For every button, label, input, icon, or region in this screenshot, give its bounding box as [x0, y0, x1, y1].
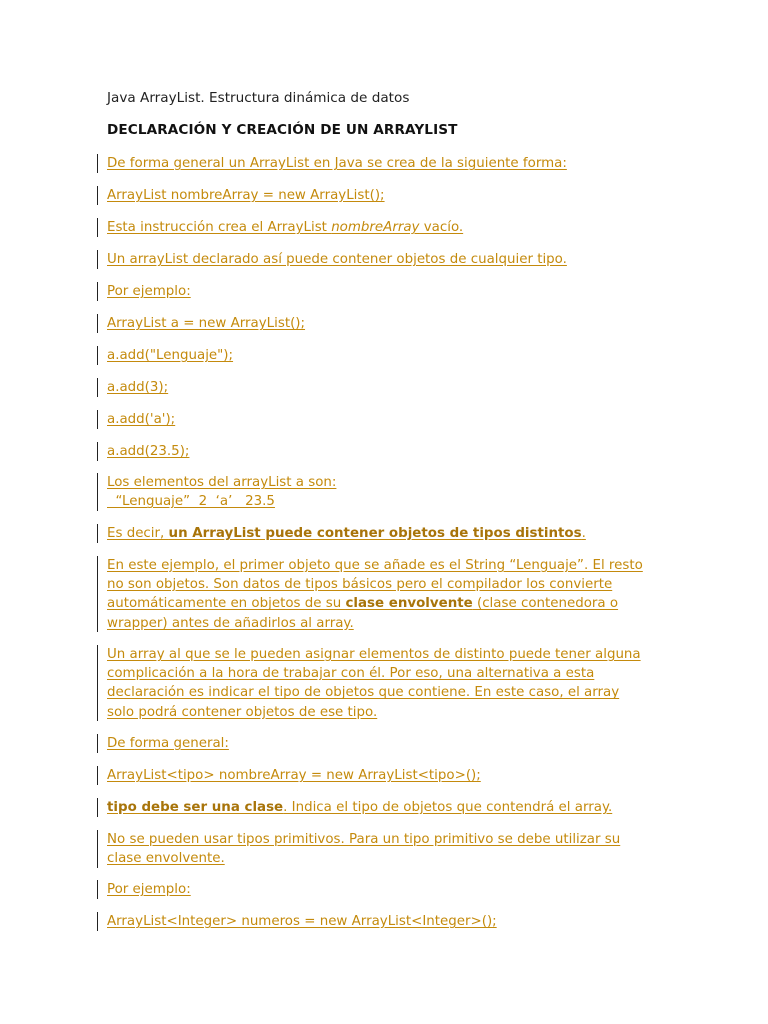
- paragraph-text: automáticamente en objetos de su: [107, 596, 346, 612]
- change-bar: [97, 766, 98, 785]
- paragraph-text: No se pueden usar tipos primitivos. Para un tipo primitivo se debe utilizar su: [107, 832, 621, 847]
- paragraph-1: [107, 154, 667, 173]
- change-bar: [97, 410, 98, 429]
- paragraph-text: En este ejemplo, el primer objeto que se añade es el String “Lenguaje”. El resto: [107, 558, 643, 573]
- paragraph-9: [107, 410, 667, 429]
- paragraph-7: [107, 346, 667, 365]
- code-text: a.add("Lenguaje");: [107, 348, 234, 363]
- paragraph-4: [107, 250, 667, 269]
- code-text: a.add('a');: [107, 412, 176, 427]
- paragraph-8: [107, 378, 667, 397]
- change-bar: [97, 556, 98, 632]
- paragraph-text: declaración es indicar el tipo de objetos que contiene. En este caso, el array: [107, 685, 620, 701]
- change-bar: [97, 378, 98, 397]
- paragraph-16: [107, 766, 667, 785]
- change-bar: [97, 798, 98, 817]
- paragraph-13: [107, 556, 667, 633]
- code-text: ArrayList<tipo> nombreArray = new ArrayList<tipo>();: [107, 768, 481, 783]
- code-text: ArrayList nombreArray = new ArrayList();: [107, 188, 385, 203]
- paragraph-text: Un array al que se le pueden asignar elementos de distinto puede tener alguna: [107, 647, 641, 662]
- change-bar: [97, 524, 98, 543]
- change-bar: [97, 218, 98, 237]
- paragraph-text: vacío.: [419, 220, 464, 235]
- change-bar: [97, 154, 98, 173]
- paragraph-11: [107, 473, 667, 511]
- paragraph-text: Un arrayList declarado así puede contener objetos de cualquier tipo.: [107, 252, 567, 267]
- paragraph-text: “Lenguaje” 2 ‘a’ 23.5: [107, 494, 275, 510]
- italic-text: nombreArray: [331, 220, 420, 235]
- paragraph-text: Por ejemplo:: [107, 284, 191, 299]
- paragraph-text: no son objetos. Son datos de tipos básicos pero el compilador los convierte: [107, 577, 613, 593]
- code-text: ArrayList a = new ArrayList();: [107, 316, 306, 331]
- paragraph-3: [107, 218, 667, 237]
- bold-text: un ArrayList puede contener objetos de tipos distintos: [168, 526, 582, 541]
- paragraph-20: [107, 912, 667, 931]
- bold-text: clase envolvente: [345, 596, 473, 612]
- change-bar: [97, 473, 98, 511]
- change-bar: [97, 830, 98, 868]
- change-bar: [97, 250, 98, 269]
- paragraph-14: [107, 645, 667, 722]
- paragraph-text: De forma general:: [107, 736, 229, 751]
- paragraph-text: (clase contenedora o: [472, 596, 619, 612]
- paragraph-text: complicación a la hora de trabajar con él. Por eso, una alternativa a esta: [107, 666, 595, 682]
- paragraph-18: [107, 830, 667, 868]
- change-bar: [97, 346, 98, 365]
- paragraph-15: [107, 734, 667, 753]
- change-bar: [97, 645, 98, 721]
- paragraph-text: clase envolvente.: [107, 851, 225, 867]
- change-bar: [97, 186, 98, 205]
- code-text: ArrayList<Integer> numeros = new ArrayList<Integer>();: [107, 914, 497, 929]
- change-bar: [97, 734, 98, 753]
- paragraph-10: [107, 442, 667, 461]
- bold-text: tipo debe ser una clase: [107, 800, 284, 815]
- paragraph-5: [107, 282, 667, 301]
- paragraph-text: Por ejemplo:: [107, 882, 191, 897]
- code-text: a.add(23.5);: [107, 444, 190, 459]
- paragraph-text: Es decir,: [107, 526, 169, 541]
- document-title: Java ArrayList. Estructura dinámica de datos: [107, 90, 410, 106]
- paragraph-text: solo podrá contener objetos de ese tipo.: [107, 704, 378, 720]
- paragraph-text: Esta instrucción crea el ArrayList: [107, 220, 332, 235]
- paragraph-text: wrapper) antes de añadirlos al array.: [107, 615, 354, 631]
- paragraph-text: .: [581, 526, 586, 541]
- change-bar: [97, 880, 98, 899]
- paragraph-text: Los elementos del arrayList a son:: [107, 475, 337, 490]
- paragraph-2: [107, 186, 667, 205]
- section-heading: DECLARACIÓN Y CREACIÓN DE UN ARRAYLIST: [107, 122, 458, 138]
- change-bar: [97, 282, 98, 301]
- paragraph-text: De forma general un ArrayList en Java se crea de la siguiente forma:: [107, 156, 567, 171]
- code-text: a.add(3);: [107, 380, 169, 395]
- paragraph-text: . Indica el tipo de objetos que contendrá el array.: [283, 800, 613, 815]
- paragraph-19: [107, 880, 667, 899]
- paragraph-12: [107, 524, 667, 543]
- change-bar: [97, 912, 98, 931]
- change-bar: [97, 442, 98, 461]
- paragraph-17: [107, 798, 667, 817]
- change-bar: [97, 314, 98, 333]
- paragraph-6: [107, 314, 667, 333]
